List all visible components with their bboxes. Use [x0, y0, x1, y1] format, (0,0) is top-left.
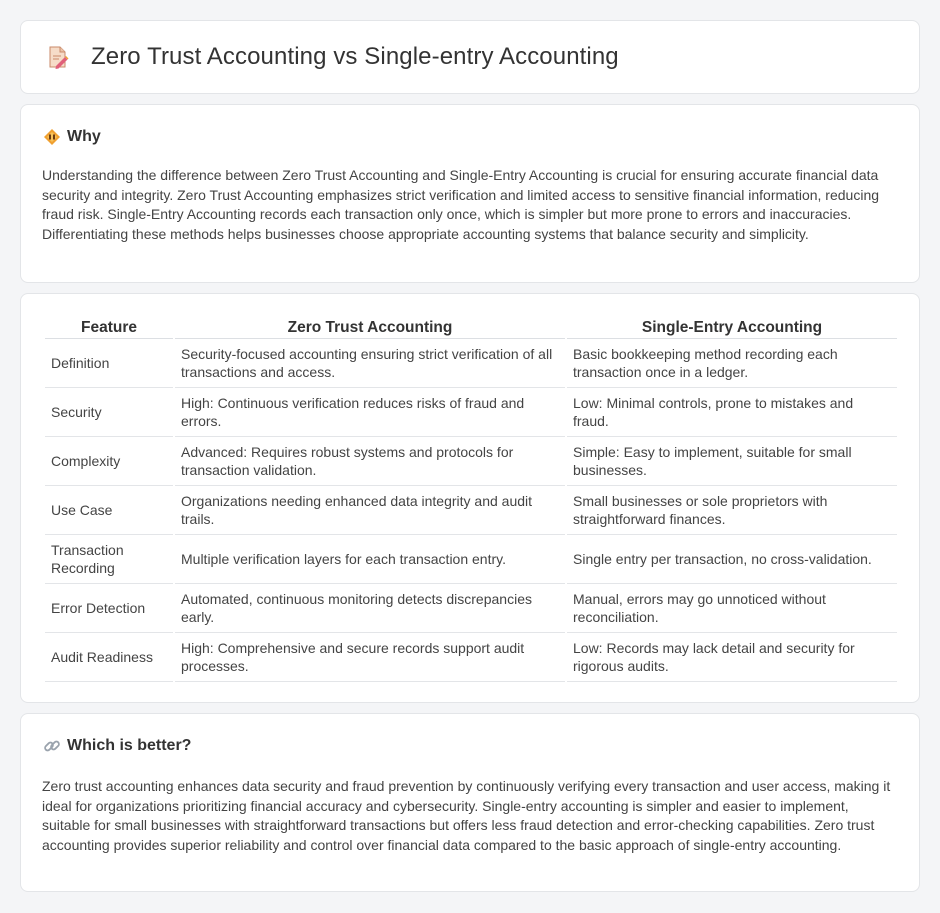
row-feature: Use Case: [45, 486, 173, 535]
why-text: Understanding the difference between Zero Trust Accounting and Single-Entry Accounting is crucial for ensuring accurate financial data security and integrity. Zero Trust Accounting emphasizes strict verification and limited access to sensitive financial information, reducing fraud risk. Single-Entry Accounting records each transaction only once, which is simpler but more prone to errors and inaccuracies. Differentiating these methods helps businesses choose appropriate accounting systems that balance security and simplicity.: [42, 167, 880, 242]
table-row: [45, 584, 897, 633]
row-single-entry: Small businesses or sole proprietors with straightforward finances.: [567, 486, 897, 535]
row-feature: Security: [45, 388, 173, 437]
row-single-entry: Basic bookkeeping method recording each transaction once in a ledger.: [567, 339, 897, 388]
diamond-warning-icon: [43, 128, 61, 146]
row-feature: Error Detection: [45, 584, 173, 633]
why-title: Why: [67, 128, 101, 145]
row-zero-trust: Security-focused accounting ensuring strict verification of all transactions and access.: [175, 339, 565, 388]
row-feature: Definition: [45, 339, 173, 388]
table-row: [45, 633, 897, 682]
row-zero-trust: Multiple verification layers for each transaction entry.: [175, 535, 565, 584]
table-row: [45, 535, 897, 584]
table-header-row: [45, 317, 897, 339]
table-row: [45, 339, 897, 388]
row-single-entry: Low: Records may lack detail and security for rigorous audits.: [567, 633, 897, 682]
why-section: [20, 104, 920, 283]
table-row: [45, 437, 897, 486]
which-is-better-title: Which is better?: [67, 737, 192, 754]
row-single-entry: Single entry per transaction, no cross-validation.: [567, 535, 897, 584]
header-zero-trust: Zero Trust Accounting: [175, 317, 565, 339]
header-single-entry: Single-Entry Accounting: [567, 317, 897, 339]
which-is-better-section: [20, 713, 920, 892]
row-feature: Transaction Recording: [45, 535, 173, 584]
row-zero-trust: Automated, continuous monitoring detects discrepancies early.: [175, 584, 565, 633]
row-single-entry: Simple: Easy to implement, suitable for small businesses.: [567, 437, 897, 486]
row-single-entry: Low: Minimal controls, prone to mistakes and fraud.: [567, 388, 897, 437]
table-row: [45, 388, 897, 437]
row-single-entry: Manual, errors may go unnoticed without reconciliation.: [567, 584, 897, 633]
row-zero-trust: High: Continuous verification reduces risks of fraud and errors.: [175, 388, 565, 437]
document-pencil-icon: [47, 45, 69, 69]
row-zero-trust: Organizations needing enhanced data integrity and audit trails.: [175, 486, 565, 535]
header-feature: Feature: [45, 317, 173, 339]
link-icon: [43, 737, 61, 755]
table-row: [45, 486, 897, 535]
row-zero-trust: Advanced: Requires robust systems and protocols for transaction validation.: [175, 437, 565, 486]
page-title: Zero Trust Accounting vs Single-entry Accounting: [91, 43, 619, 70]
row-feature: Audit Readiness: [45, 633, 173, 682]
row-feature: Complexity: [45, 437, 173, 486]
which-is-better-text: Zero trust accounting enhances data security and fraud prevention by continuously verifying every transaction and user access, making it ideal for organizations prioritizing financial accuracy and cybersecurity. Single-entry accounting is simpler and easier to implement, suitable for small businesses with straightforward transactions but offers less fraud detection and error-checking capabilities. Zero trust accounting provides superior reliability and control over financial data compared to the basic approach of single-entry accounting.: [42, 778, 891, 853]
row-zero-trust: High: Comprehensive and secure records support audit processes.: [175, 633, 565, 682]
title-card: [20, 20, 920, 94]
comparison-table: [43, 317, 899, 682]
comparison-section: [20, 293, 920, 703]
